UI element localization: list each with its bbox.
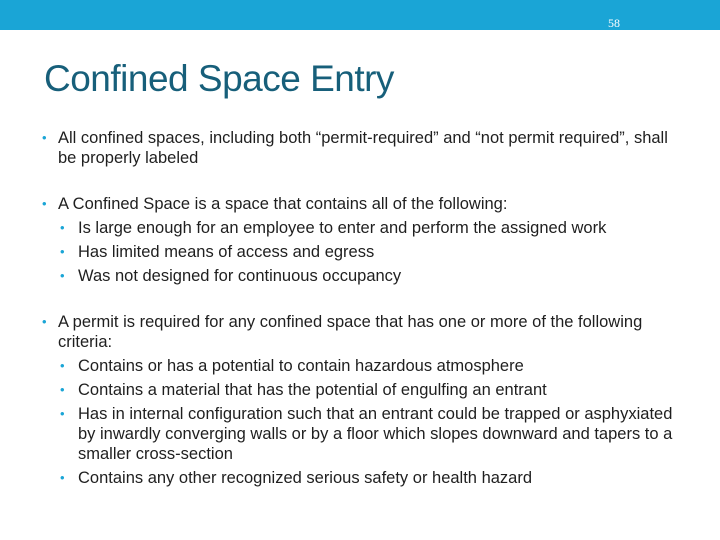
bullet-labeling	[40, 128, 680, 168]
bullet-definition	[40, 194, 680, 286]
sub-bullet	[58, 218, 680, 238]
sub-bullet-text: Has limited means of access and egress	[78, 243, 375, 261]
sub-bullet	[58, 380, 680, 400]
sub-bullet	[58, 356, 680, 376]
bullet-icon: •	[60, 358, 65, 373]
bullet-text: A Confined Space is a space that contains all of the following:	[58, 195, 508, 213]
sub-bullet-text: Contains or has a potential to contain hazardous atmosphere	[78, 357, 524, 375]
slide-title: Confined Space Entry	[44, 58, 394, 99]
slide-number: 58	[608, 16, 620, 30]
bullet-icon: •	[60, 268, 65, 283]
bullet-icon: •	[42, 314, 47, 329]
bullet-permit-criteria	[40, 312, 680, 488]
bullet-text: A permit is required for any confined space that has one or more of the following criteria:	[58, 313, 643, 351]
bullet-icon: •	[42, 130, 47, 145]
sub-bullet-text: Was not designed for continuous occupancy	[78, 267, 402, 285]
bullet-icon: •	[60, 244, 65, 259]
sub-bullet	[58, 242, 680, 262]
bullet-icon: •	[60, 220, 65, 235]
sub-bullet-text: Has in internal configuration such that an entrant could be trapped or asphyxiated by inwardly converging walls or by a floor which slopes downward and tapers to a smaller cross-section	[78, 405, 673, 463]
bullet-icon: •	[60, 406, 65, 421]
slide-content	[40, 128, 680, 488]
sub-bullet-text: Contains a material that has the potential of engulfing an entrant	[78, 381, 547, 399]
sub-bullet	[58, 468, 680, 488]
bullet-icon: •	[60, 382, 65, 397]
bullet-icon: •	[60, 470, 65, 485]
bullet-icon: •	[42, 196, 47, 211]
sub-bullet-text: Contains any other recognized serious safety or health hazard	[78, 469, 533, 487]
sub-bullet-text: Is large enough for an employee to enter and perform the assigned work	[78, 219, 607, 237]
bullet-text: All confined spaces, including both “permit-required” and “not permit required”, shall be properly labeled	[58, 129, 668, 167]
sub-bullet	[58, 404, 680, 464]
sub-bullet	[58, 266, 680, 286]
